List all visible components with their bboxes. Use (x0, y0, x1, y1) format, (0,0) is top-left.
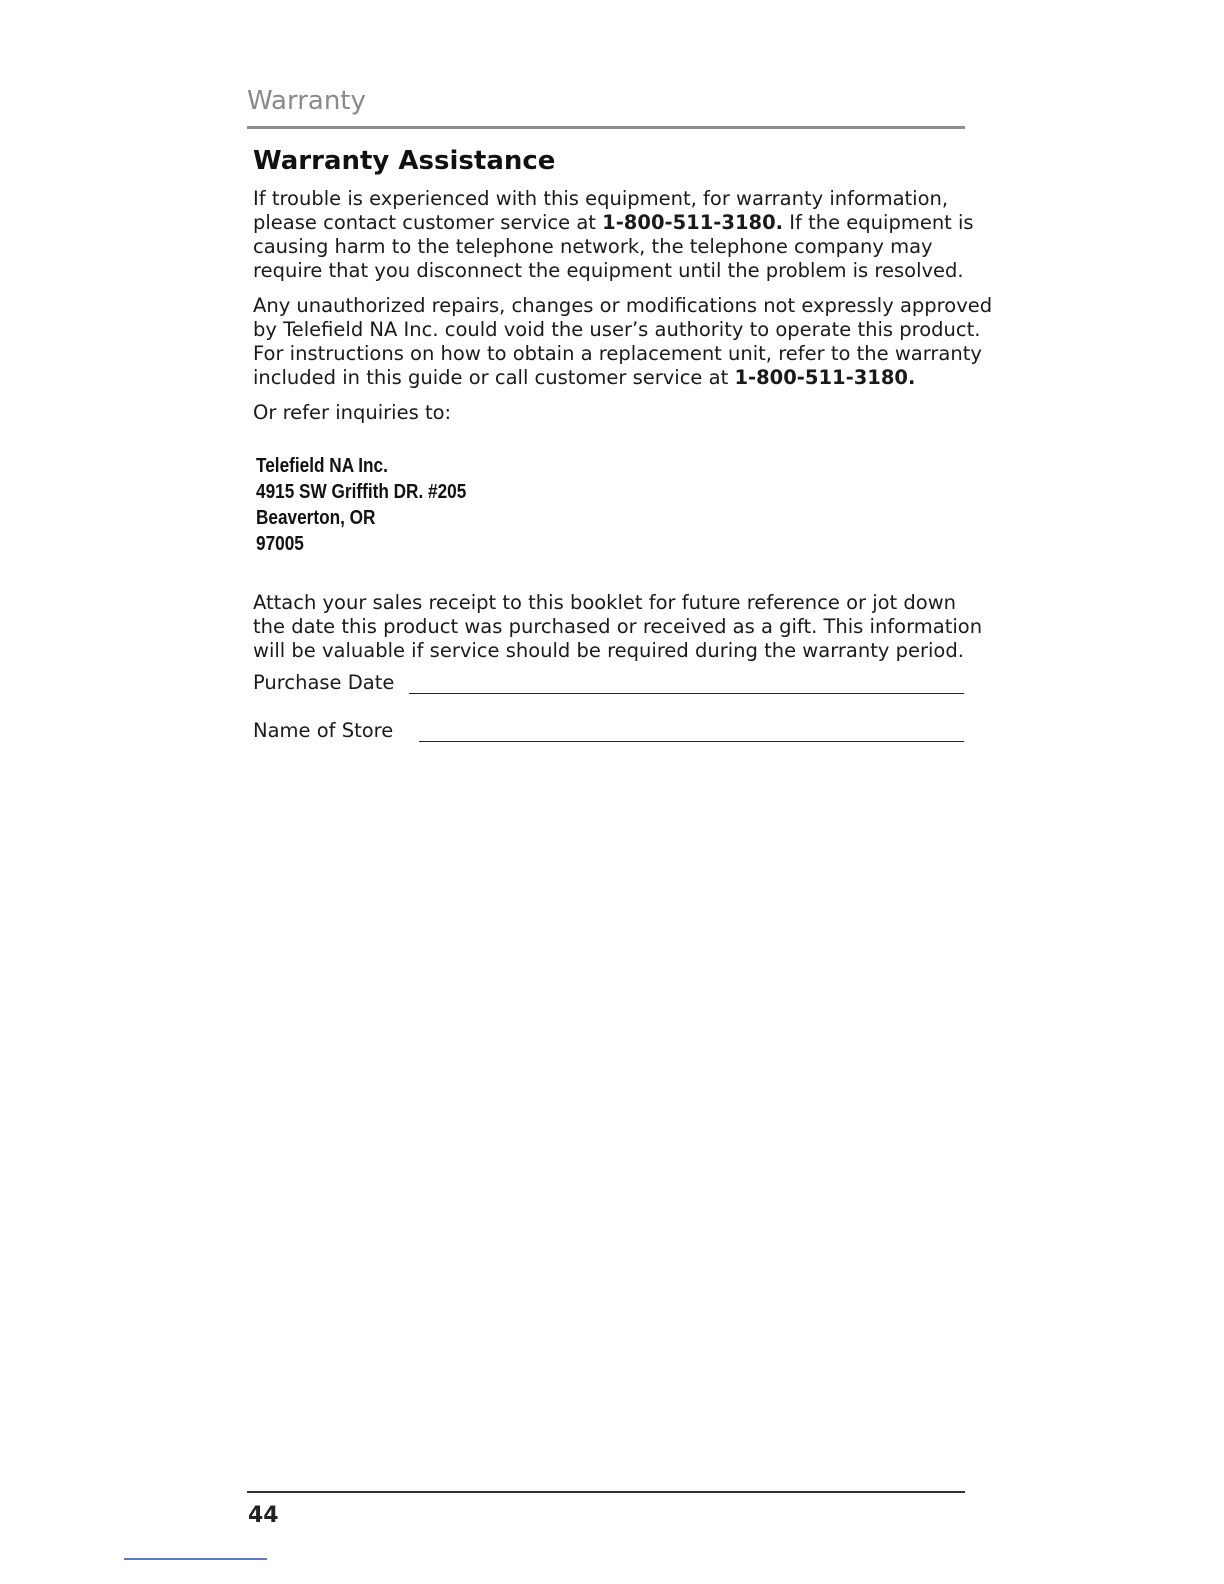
phone-number: 1-800-511-3180. (734, 366, 916, 389)
paragraph-contact-text-1: If trouble is experienced with this equipment, for warranty information, please contact customer service at (253, 187, 949, 234)
paragraph-repairs (253, 294, 993, 390)
paragraph-repairs-text: Any unauthorized repairs, changes or modifications not expressly approved by Telefield NA Inc. could void the user’s authority to operate this product. For instructions on how to obtain a replacement unit, refer to the warranty included in this guide or call customer service at (253, 294, 993, 389)
purchase-date-blank-line (409, 693, 964, 694)
store-name-label: Name of Store (253, 719, 394, 742)
paragraph-receipt: Attach your sales receipt to this booklet for future reference or jot down the date this product was purchased or received as a gift. This information will be valuable if service should be required during the warranty period. (253, 591, 983, 662)
mailing-address (256, 453, 466, 557)
address-company: Telefield NA Inc. (256, 455, 388, 477)
address-street: 4915 SW Griffith DR. #205 (256, 481, 467, 503)
phone-number: 1-800-511-3180. (602, 211, 784, 234)
footer-divider (247, 1491, 965, 1493)
purchase-date-label: Purchase Date (253, 671, 395, 694)
address-city-state: Beaverton, OR (256, 507, 376, 529)
page-number: 44 (248, 1503, 279, 1528)
paragraph-contact (253, 187, 993, 283)
address-zip: 97005 (256, 533, 304, 555)
store-name-blank-line (419, 741, 964, 742)
paragraph-contact-text-2: If the equipment is causing harm to the telephone network, the telephone company may require that you disconnect the equipment until the problem is resolved. (253, 211, 974, 282)
paragraph-inquiries: Or refer inquiries to: (253, 401, 452, 424)
section-header: Warranty (247, 86, 366, 116)
header-divider (247, 126, 965, 129)
link-underline (124, 1558, 267, 1560)
page-title: Warranty Assistance (253, 146, 556, 176)
